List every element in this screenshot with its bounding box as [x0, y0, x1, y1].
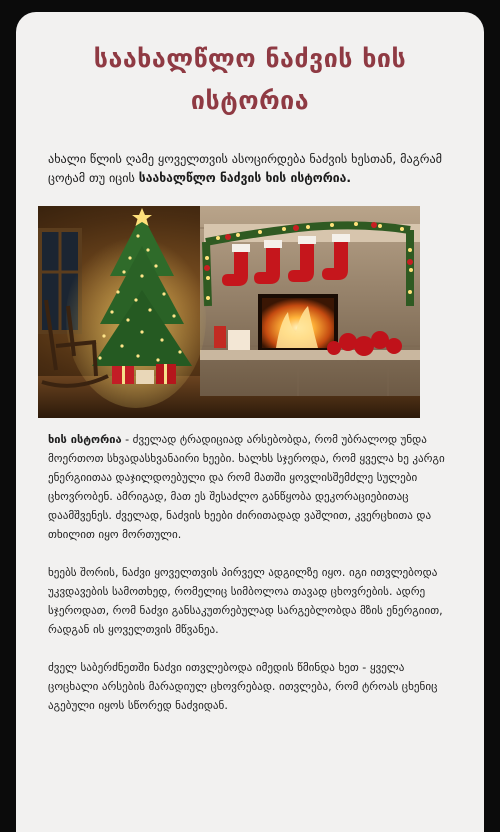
- christmas-tree-fireplace-image: [38, 206, 420, 418]
- intro-text: ახალი წლის ღამე ყოველთვის ასოცირდება ნაძვის ხესთან, მაგრამ ცოტამ თუ იცის: [48, 152, 443, 185]
- article-intro: [48, 150, 444, 188]
- article-title: საახალწლო ნაძვის ხის ისტორია: [93, 44, 407, 115]
- article-card: [16, 12, 484, 832]
- paragraph-bold-lead: ხის ისტორია: [48, 433, 122, 446]
- intro-bold-text: საახალწლო ნაძვის ხის ისტორია.: [138, 171, 351, 185]
- paragraph-tree-history: [48, 430, 448, 544]
- paragraph-ancient-greece: ძველ საბერძნეთში ნაძვი ითვლებოდა იმედის წმინდა ხეთ - ყველა ცოცხალი არსების მარადიულ ცხოვრებად. ითვლება, რომ ტროას ცხენიც აგებული იყოს სწორედ ნაძვიდან.: [48, 661, 438, 712]
- paragraph-fir-symbol: ხეებს შორის, ნაძვი ყოველთვის პირველ ადგილზე იყო. იგი ითვლებოდა უკვდავების სამოთხედ, რომელიც სიმბოლოა თავად ცხოვრების. ადრე სჯეროდათ, რომ ნაძვი განსაკუთრებულად სარგებლობდა მზის ენერგიით, რადგან ის ყოველთვის მწვანეა.: [48, 566, 443, 636]
- article-body: [48, 430, 448, 734]
- paragraph-text: - ძველად ტრადიციად არსებობდა, რომ უბრალოდ უნდა მოერთოთ სხვადასხვანაირი ხეები. ხალხს სჯეროდა, რომ ყველა ხე კარგი ენერგიითაა დაჯილდოებული და რომ მათში ყოვლისშემძლე სულები ცხოვრობენ. ამრიგად, მათ ეს შესაძლო განწყობა დეკორაციებითაც დაამშვენეს. ძველად, ნაძვის ხეები ძირითადად ვაშლით, კვერცხითა და თხილით იყო მორთული.: [48, 433, 445, 541]
